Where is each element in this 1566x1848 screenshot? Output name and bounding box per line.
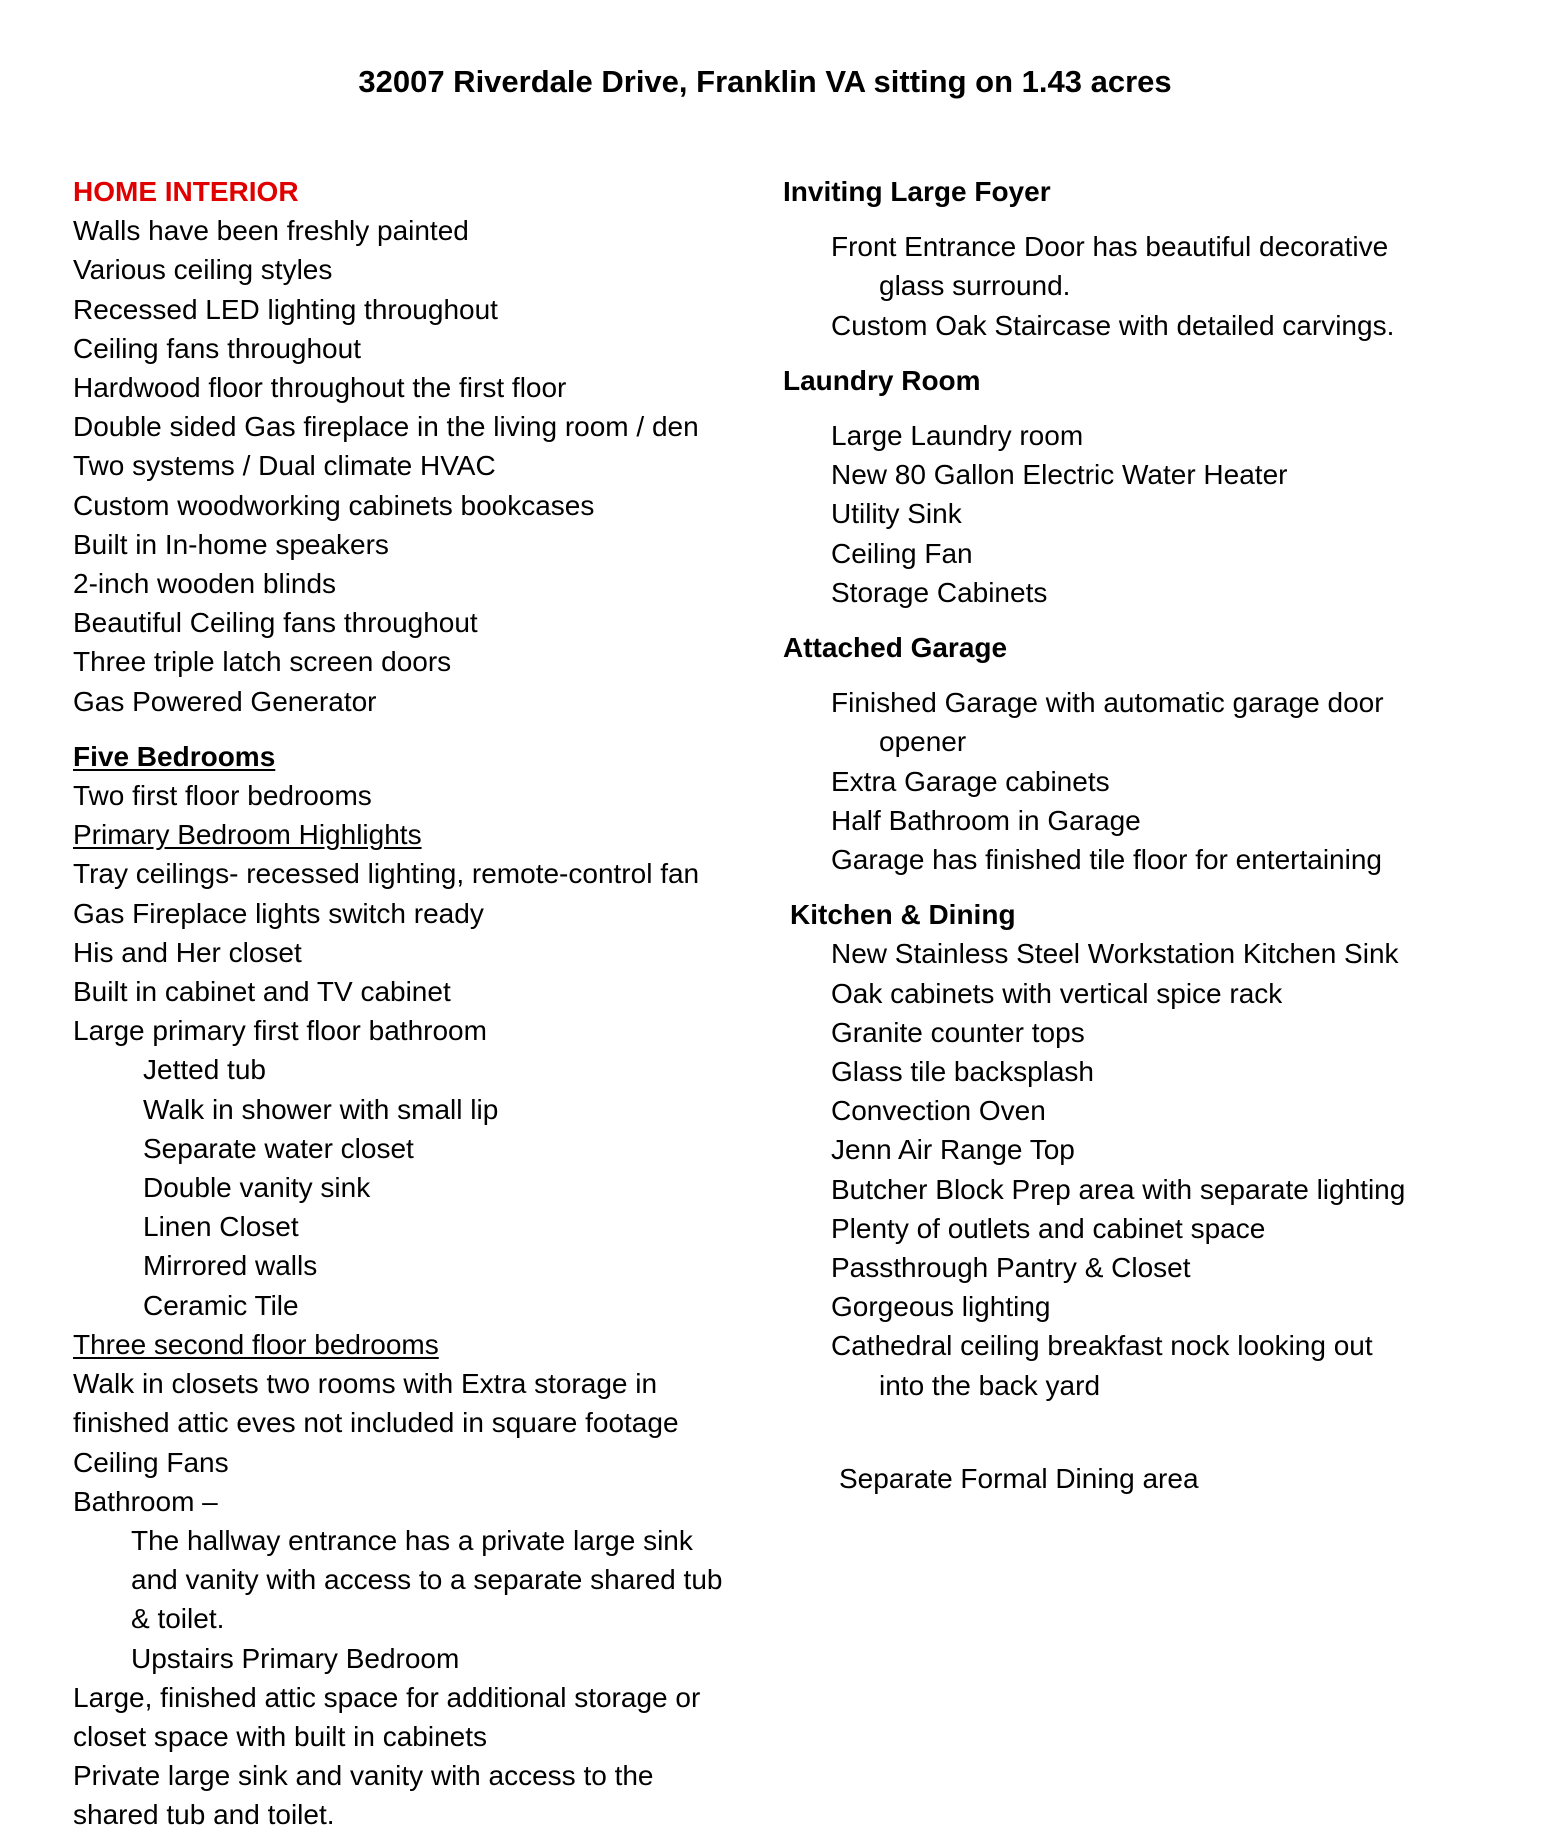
list-item: Extra Garage cabinets [831, 765, 1110, 797]
kitchen-heading: Kitchen & Dining [790, 899, 1016, 931]
list-item: Ceiling fans throughout [73, 332, 361, 364]
list-item: Oak cabinets with vertical spice rack [831, 977, 1283, 1009]
list-item: Gorgeous lighting [831, 1291, 1051, 1323]
dining-item: Separate Formal Dining area [839, 1462, 1199, 1494]
list-item: New Stainless Steel Workstation Kitchen Sink [831, 938, 1399, 970]
list-item: glass surround. [879, 270, 1071, 302]
list-item: finished attic eves not included in square footage [73, 1407, 679, 1439]
list-item: Large Laundry room [831, 420, 1084, 452]
list-item: Finished Garage with automatic garage door [831, 687, 1384, 719]
list-item: Hardwood floor throughout the first floor [73, 372, 567, 404]
five-bedrooms-heading: Five Bedrooms [73, 740, 276, 772]
list-item: closet space with built in cabinets [73, 1720, 487, 1752]
list-item: Walk in shower with small lip [143, 1093, 499, 1125]
list-item: Mirrored walls [143, 1250, 318, 1282]
list-item: 2-inch wooden blinds [73, 568, 337, 600]
page-title: 32007 Riverdale Drive, Franklin VA sitting on 1.43 acres [358, 64, 1172, 99]
list-item: Linen Closet [143, 1211, 299, 1243]
list-item: Convection Oven [831, 1095, 1046, 1127]
list-item: Glass tile backsplash [831, 1056, 1095, 1088]
list-item: Gas Fireplace lights switch ready [73, 897, 484, 929]
list-item: into the back yard [879, 1369, 1101, 1401]
garage-heading: Attached Garage [783, 632, 1008, 664]
list-item: Two first floor bedrooms [73, 780, 372, 812]
list-item: Double vanity sink [143, 1172, 371, 1204]
list-item: Plenty of outlets and cabinet space [831, 1212, 1266, 1244]
list-item: Ceiling Fans [73, 1446, 229, 1478]
list-item: Front Entrance Door has beautiful decorative [831, 231, 1389, 263]
list-item: Separate water closet [143, 1132, 414, 1164]
list-item: Garage has finished tile floor for entertaining [831, 844, 1382, 876]
list-item: Passthrough Pantry & Closet [831, 1252, 1191, 1284]
list-item: Walk in closets two rooms with Extra storage in [73, 1368, 658, 1400]
list-item: Three triple latch screen doors [73, 646, 452, 678]
second-floor-heading: Three second floor bedrooms [73, 1328, 439, 1360]
list-item: Utility Sink [831, 498, 962, 530]
list-item: and vanity with access to a separate shared tub [131, 1564, 723, 1596]
list-item: shared tub and toilet. [73, 1799, 335, 1831]
list-item: Two systems / Dual climate HVAC [73, 450, 496, 482]
list-item: Gas Powered Generator [73, 685, 377, 717]
list-item: His and Her closet [73, 936, 302, 968]
list-item: Cathedral ceiling breakfast nock looking out [831, 1330, 1373, 1362]
list-item: Built in cabinet and TV cabinet [73, 976, 451, 1008]
left-column [73, 172, 773, 1835]
list-item: & toilet. [131, 1603, 225, 1635]
list-item: Half Bathroom in Garage [831, 804, 1141, 836]
list-item: Tray ceilings- recessed lighting, remote-control fan [73, 858, 700, 890]
list-item: Ceiling Fan [831, 537, 973, 569]
list-item: Private large sink and vanity with access to the [73, 1760, 654, 1792]
home-interior-heading: HOME INTERIOR [73, 176, 299, 207]
list-item: Granite counter tops [831, 1016, 1085, 1048]
list-item: Jenn Air Range Top [831, 1134, 1075, 1166]
list-item: Butcher Block Prep area with separate lighting [831, 1173, 1406, 1205]
list-item: opener [879, 726, 967, 758]
list-item: Large, finished attic space for additional storage or [73, 1681, 701, 1713]
right-column [783, 172, 1483, 1498]
list-item: Ceramic Tile [143, 1289, 299, 1321]
list-item: The hallway entrance has a private large sink [131, 1524, 693, 1556]
list-item: New 80 Gallon Electric Water Heater [831, 459, 1288, 491]
primary-bedroom-heading: Primary Bedroom Highlights [73, 819, 422, 851]
list-item: Recessed LED lighting throughout [73, 293, 498, 325]
list-item: Built in In-home speakers [73, 528, 389, 560]
list-item: Various ceiling styles [73, 254, 333, 286]
list-item: Jetted tub [143, 1054, 266, 1086]
laundry-heading: Laundry Room [783, 364, 981, 396]
list-item: Upstairs Primary Bedroom [131, 1642, 460, 1674]
list-item: Double sided Gas fireplace in the living room / den [73, 411, 699, 443]
list-item: Bathroom – [73, 1485, 218, 1517]
list-item: Large primary first floor bathroom [73, 1015, 487, 1047]
list-item: Custom Oak Staircase with detailed carvings. [831, 309, 1395, 341]
list-item: Custom woodworking cabinets bookcases [73, 489, 595, 521]
list-item: Beautiful Ceiling fans throughout [73, 607, 478, 639]
list-item: Storage Cabinets [831, 576, 1048, 608]
foyer-heading: Inviting Large Foyer [783, 176, 1051, 207]
list-item: Walls have been freshly painted [73, 215, 469, 247]
